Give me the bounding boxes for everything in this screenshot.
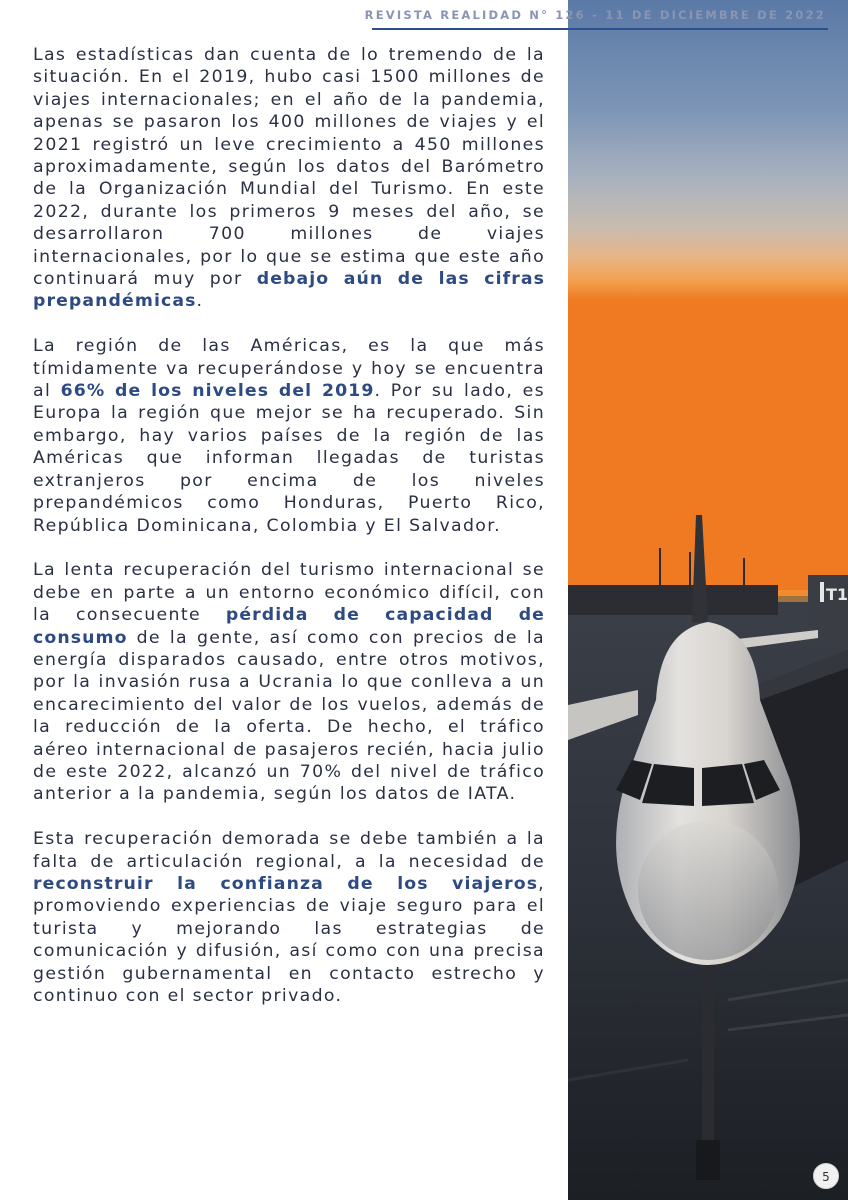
paragraph-text: de la gente, así como con precios de la energía disparados causado, entre otros motivos, por la invasión rusa a Ucrania lo que conlleva a un encarecimiento del valor de los vuelos, además de la reducción de la oferta. De hecho, el tráfico aéreo internacional de pasajeros recién, hacia julio de este 2022, alcanzó un 70% del nivel de tráfico anterior a la pandemia, según los datos de IATA. (33, 627, 545, 805)
paragraph-text: Las estadísticas dan cuenta de lo tremendo de la situación. En el 2019, hubo casi 1500 millones de viajes internacionales; en el año de la pandemia, apenas se pasaron los 400 millones de viajes y el 2021 registró un leve crecimiento a 450 millones aproximadamente, según los datos del Barómetro de la Organización Mundial del Turismo. En este 2022, durante los primeros 9 meses del año, se desarrollaron 700 millones de viajes internacionales, por lo que se estima que este año continuará muy por (33, 45, 545, 290)
paragraph-emphasis: reconstruir la confianza de los viajeros (33, 873, 539, 894)
paragraph-emphasis: 66% de los niveles del 2019 (60, 381, 375, 402)
paragraph-text: La lenta recuperación del turismo internacional se debe en parte a un entorno económico difícil, con la consecuente (33, 560, 545, 626)
article-body (33, 44, 545, 1030)
paragraph-text: . Por su lado, es Europa la región que mejor se ha recuperado. Sin embargo, hay varios países de la región de las Américas que informan llegadas de turistas extranjeros por encima de los niveles prepandémicos como Honduras, Puerto Rico, República Dominicana, Colombia y El Salvador. (33, 381, 545, 536)
paragraph-text: La región de las Américas, es la que más tímidamente va recuperándose y hoy se encuentra al (33, 336, 545, 402)
paragraph-text: , promoviendo experiencias de viaje seguro para el turista y mejorando las estrategias de comunicación y difusión, así como con una precisa gestión gubernamental en contacto estrecho y continuo con el sector privado. (33, 873, 545, 1007)
paragraph-text: Esta recuperación demorada se debe también a la falta de articulación regional, a la necesidad de (33, 829, 545, 872)
paragraph (33, 828, 545, 1007)
airplane-photo-illustration (568, 0, 848, 1200)
paragraph (33, 44, 545, 313)
magazine-issue-header: REVISTA REALIDAD N° 126 - 11 DE DICIEMBRE DE 2022 (364, 8, 826, 22)
page-number: 5 (813, 1163, 839, 1189)
airplane-sunset-photo (568, 0, 848, 1200)
terminal-sign: T1 (826, 585, 848, 604)
paragraph (33, 335, 545, 537)
paragraph (33, 559, 545, 805)
paragraph-emphasis: pérdida de capacidad de consumo (33, 605, 545, 648)
paragraph-text: . (196, 291, 204, 312)
paragraph-emphasis: debajo aún de las cifras prepandémicas (33, 269, 545, 312)
header-rule (372, 28, 828, 30)
